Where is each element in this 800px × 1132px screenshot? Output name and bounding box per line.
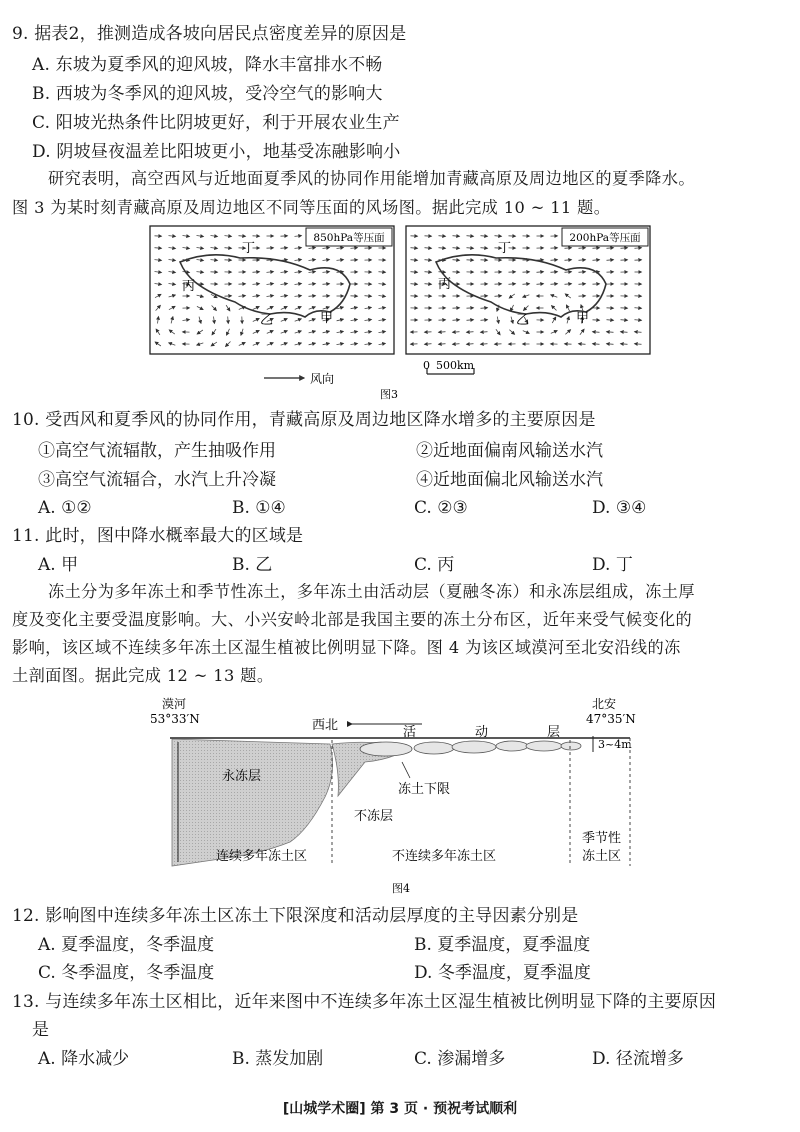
q10-option-d: D. ③④ [592, 498, 647, 518]
q10-item-1: ①高空气流辐散，产生抽吸作用 [38, 441, 276, 461]
label-yi-200: 乙 [516, 313, 530, 328]
q11-option-c: C. 丙 [414, 555, 455, 575]
wind-direction-legend-label: 风向 [310, 372, 335, 386]
q10-stem: 10. 受西风和夏季风的协同作用，青藏高原及周边地区降水增多的主要原因是 [12, 410, 596, 430]
label-bing-850: 丙 [182, 279, 196, 294]
q13-option-c: C. 渗漏增多 [414, 1049, 506, 1069]
q11-option-d: D. 丁 [592, 555, 633, 575]
q13-option-b: B. 蒸发加剧 [232, 1049, 324, 1069]
q9-stem: 9. 据表2，推测造成各坡向居民点密度差异的原因是 [12, 24, 407, 44]
place-mohe: 漠河 [162, 697, 187, 711]
q11-stem: 11. 此时，图中降水概率最大的区域是 [12, 526, 304, 546]
q10-option-a: A. ①② [38, 498, 92, 518]
q12-option-a: A. 夏季温度，冬季温度 [38, 935, 215, 955]
figure-3-wind-maps [140, 222, 660, 400]
active-lens-4 [496, 741, 528, 751]
figure-3-caption: 图3 [380, 388, 398, 400]
scale-zero: 0 [423, 359, 430, 372]
permafrost-layer [172, 739, 333, 866]
map-200-title: 200hPa等压面 [569, 232, 641, 244]
q12-option-b: B. 夏季温度，夏季温度 [414, 935, 591, 955]
q10-option-c: C. ②③ [414, 498, 468, 518]
label-bing-200: 丙 [438, 277, 452, 292]
q12-option-c: C. 冬季温度，冬季温度 [38, 963, 215, 983]
scale-length-label: 500km [436, 359, 475, 372]
label-jia-200: 甲 [576, 311, 590, 326]
intro2-line1: 冻土分为多年冻土和季节性冻土，多年冻土由活动层（夏融冬冻）和永冻层组成，冻土厚 [48, 582, 695, 601]
q10-option-b: B. ①④ [232, 498, 286, 518]
active-lens-3 [452, 741, 496, 753]
active-lens-2 [414, 742, 454, 754]
map-850-title: 850hPa等压面 [313, 232, 385, 244]
zone-continuous-label: 连续多年冻土区 [216, 849, 308, 864]
intro2-line4: 土剖面图。据此完成 12 ~ 13 题。 [12, 666, 274, 685]
intro1-line1: 研究表明，高空西风与近地面夏季风的协同作用能增加青藏高原及周边地区的夏季降水。 [48, 169, 695, 188]
permafrost-label: 永冻层 [222, 769, 262, 784]
q12-stem: 12. 影响图中连续多年冻土区冻土下限深度和活动层厚度的主导因素分别是 [12, 906, 579, 926]
q9-option-a: A. 东坡为夏季风的迎风坡，降水丰富排水不畅 [32, 55, 383, 75]
lat-beian: 47°35′N [586, 712, 636, 726]
q13-stem: 13. 与连续多年冻土区相比，近年来图中不连续多年冻土区湿生植被比例明显下降的主要原因 [12, 992, 717, 1012]
lower-limit-leader [402, 762, 410, 778]
q13-option-d: D. 径流增多 [592, 1049, 684, 1069]
q9-option-b: B. 西坡为冬季风的迎风坡，受冷空气的影响大 [32, 84, 383, 104]
direction-label: 西北 [312, 718, 339, 733]
q10-item-3: ③高空气流辐合，水汽上升冷凝 [38, 470, 276, 490]
q13-option-a: A. 降水减少 [38, 1049, 130, 1069]
active-char-3: 层 [547, 725, 561, 740]
figure-4-caption: 图4 [392, 882, 410, 895]
intro2-line3: 影响，该区域不连续多年冻土区湿生植被比例明显下降。图 4 为该区域漠河至北安沿线的冻 [12, 638, 681, 657]
place-beian: 北安 [592, 697, 617, 711]
figure-4-permafrost-profile [140, 692, 660, 902]
label-ding-850: 丁 [242, 241, 256, 256]
active-lens-5 [526, 741, 562, 751]
label-yi-850: 乙 [260, 313, 274, 328]
depth-label: 3~4m [598, 738, 632, 751]
intro1-line2: 图 3 为某时刻青藏高原及周边地区不同等压面的风场图。据此完成 10 ~ 11 题。 [12, 198, 611, 217]
active-char-1: 活 [403, 725, 417, 740]
active-char-2: 动 [475, 725, 489, 740]
zone-seasonal-label-1: 季节性 [582, 831, 622, 846]
q9-option-d: D. 阴坡昼夜温差比阳坡更小，地基受冻融影响小 [32, 142, 401, 162]
q13-stem-cont: 是 [32, 1020, 50, 1040]
q10-item-4: ④近地面偏北风输送水汽 [416, 470, 603, 490]
page-footer: [山城学术圈] 第 3 页 · 预祝考试顺利 [282, 1101, 518, 1117]
intro2-line2: 度及变化主要受温度影响。大、小兴安岭北部是我国主要的冻土分布区，近年来受气候变化的 [12, 610, 693, 629]
label-ding-200: 丁 [498, 241, 512, 256]
q9-option-c: C. 阳坡光热条件比阴坡更好，利于开展农业生产 [32, 113, 400, 133]
q10-item-2: ②近地面偏南风输送水汽 [416, 441, 603, 461]
q11-option-a: A. 甲 [38, 555, 79, 575]
q12-option-d: D. 冬季温度，夏季温度 [414, 963, 591, 983]
zone-discontinuous-label: 不连续多年冻土区 [392, 849, 497, 864]
active-lens-1 [360, 742, 412, 756]
zone-seasonal-label-2: 冻土区 [582, 849, 622, 864]
q11-option-b: B. 乙 [232, 555, 273, 575]
active-lens-6 [561, 742, 581, 750]
label-jia-850: 甲 [320, 311, 334, 326]
lower-limit-label: 冻土下限 [398, 782, 451, 797]
unfrozen-label: 不冻层 [354, 809, 394, 824]
lat-mohe: 53°33′N [150, 712, 200, 726]
